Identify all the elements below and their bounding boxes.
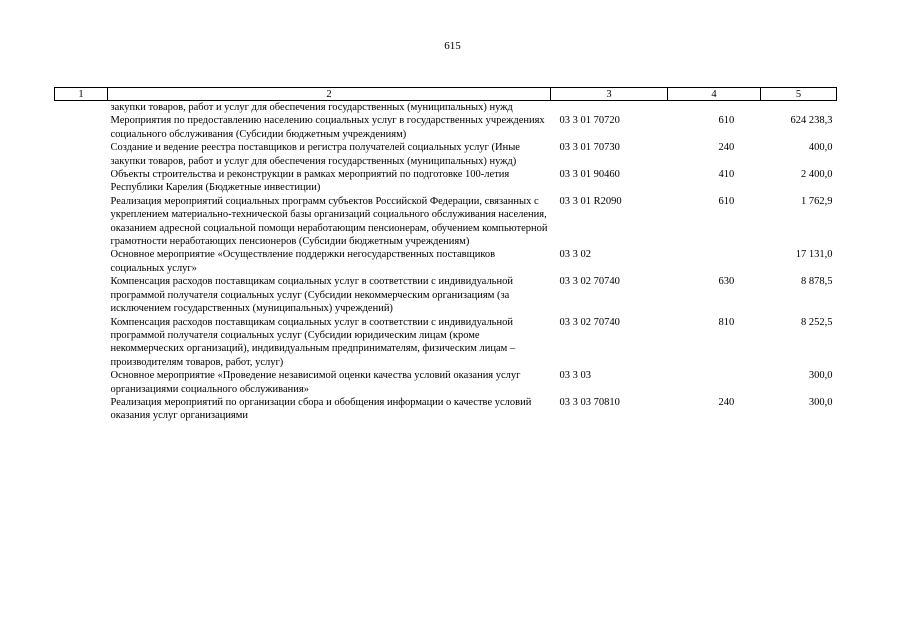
row-code-cell: 03 3 02 <box>559 249 591 261</box>
row-name-cell: Мероприятия по предоставлению населению социальных услуг в государственных учреждениях социального обслуживания (Субсидии бюджетным учреждениям) <box>110 115 545 140</box>
row-number-cell <box>55 195 108 249</box>
column-header-4: 4 <box>668 88 761 101</box>
row-type-cell: 610 <box>718 115 735 127</box>
table-row <box>55 101 837 115</box>
row-type-cell: 610 <box>718 195 735 207</box>
row-code-cell: 03 3 01 70730 <box>559 142 620 154</box>
row-amount-cell: 8 878,5 <box>801 276 833 288</box>
table-row <box>55 248 837 275</box>
row-amount-cell: 8 252,5 <box>801 316 833 328</box>
row-code-cell: 03 3 01 90460 <box>559 169 620 181</box>
row-number-cell <box>55 141 108 168</box>
row-number-cell <box>55 101 108 115</box>
row-number-cell <box>55 248 108 275</box>
row-code-cell: 03 3 02 70740 <box>559 316 620 328</box>
budget-table <box>54 87 837 423</box>
row-amount-cell: 2 400,0 <box>801 169 833 181</box>
page-number: 615 <box>444 40 461 52</box>
row-type-cell <box>668 248 761 275</box>
row-amount-cell: 300,0 <box>808 396 833 408</box>
row-name-cell: Создание и ведение реестра поставщиков и регистра получателей социальных услуг (Иные закупки товаров, работ и услуг для обеспечения государственных (муниципальных) нужд) <box>110 142 520 167</box>
row-name-cell: Реализация мероприятий по организации сбора и обобщения информации о качестве условий оказания услуг организациями <box>110 396 532 422</box>
row-type-cell: 410 <box>718 169 735 181</box>
row-name-cell: Компенсация расходов поставщикам социальных услуг в соответствии с индивидуальной программой получателя социальных услуг (Субсидии юридическим лицам (кроме некоммерческих организаций), индивидуальным предпринимателям, физическим лицам – производителям товаров, работ, услуг) <box>110 316 516 368</box>
row-amount-cell: 624 238,3 <box>790 115 833 127</box>
row-number-cell <box>55 369 108 396</box>
row-name-cell: Компенсация расходов поставщикам социальных услуг в соответствии с индивидуальной программой получателя социальных услуг (Субсидии некоммерческим организациям (за исключением государственных (муниципальных) учреждений) <box>110 276 513 315</box>
row-name-cell: Объекты строительства и реконструкции в рамках мероприятий по подготовке 100-летия Республики Карелия (Бюджетные инвестиции) <box>110 169 510 194</box>
row-type-cell: 240 <box>718 142 735 154</box>
table-row <box>55 275 837 315</box>
column-header-1: 1 <box>55 88 108 101</box>
table-row <box>55 316 837 370</box>
row-name-cell: закупки товаров, работ и услуг для обеспечения государственных (муниципальных) нужд <box>110 102 513 113</box>
row-amount-cell: 17 131,0 <box>795 249 833 261</box>
row-number-cell <box>55 114 108 141</box>
table-body <box>55 101 837 423</box>
row-code-cell: 03 3 02 70740 <box>559 276 620 288</box>
column-header-2: 2 <box>108 88 551 101</box>
row-name-cell: Основное мероприятие «Осуществление поддержки негосударственных поставщиков социальных услуг» <box>110 249 496 274</box>
row-code-cell: 03 3 01 R2090 <box>559 195 622 207</box>
row-number-cell <box>55 316 108 370</box>
table-row <box>55 195 837 249</box>
row-number-cell <box>55 168 108 195</box>
table-row <box>55 396 837 423</box>
row-type-cell <box>668 101 761 115</box>
column-header-5: 5 <box>761 88 837 101</box>
row-type-cell: 630 <box>718 276 735 288</box>
row-amount-cell <box>761 101 837 115</box>
table-row <box>55 114 837 141</box>
row-type-cell: 240 <box>718 396 735 408</box>
row-amount-cell: 400,0 <box>808 142 833 154</box>
row-code-cell: 03 3 01 70720 <box>559 115 620 127</box>
row-code-cell: 03 3 03 70810 <box>559 396 620 408</box>
table-row <box>55 141 837 168</box>
row-number-cell <box>55 396 108 423</box>
row-name-cell: Основное мероприятие «Проведение независимой оценки качества условий оказания услуг организациями социального обслуживания» <box>110 370 521 395</box>
row-name-cell: Реализация мероприятий социальных программ субъектов Российской Федерации, связанных с укреплением материально-технической базы организаций социального обслуживания населения, оказанием адресной социальной помощи неработающим пенсионерам, обучением компьютерной грамотности неработающих пенсионеров (Субсидии бюджетным учреждениям) <box>110 195 548 248</box>
table-row <box>55 168 837 195</box>
row-amount-cell: 300,0 <box>808 370 833 382</box>
row-type-cell: 810 <box>718 316 735 328</box>
row-amount-cell: 1 762,9 <box>801 195 833 207</box>
row-code-cell: 03 3 03 <box>559 370 591 382</box>
row-number-cell <box>55 275 108 315</box>
row-code-cell <box>551 101 668 115</box>
column-header-3: 3 <box>551 88 668 101</box>
table-header-row <box>55 88 837 101</box>
row-type-cell <box>668 369 761 396</box>
table-row <box>55 369 837 396</box>
